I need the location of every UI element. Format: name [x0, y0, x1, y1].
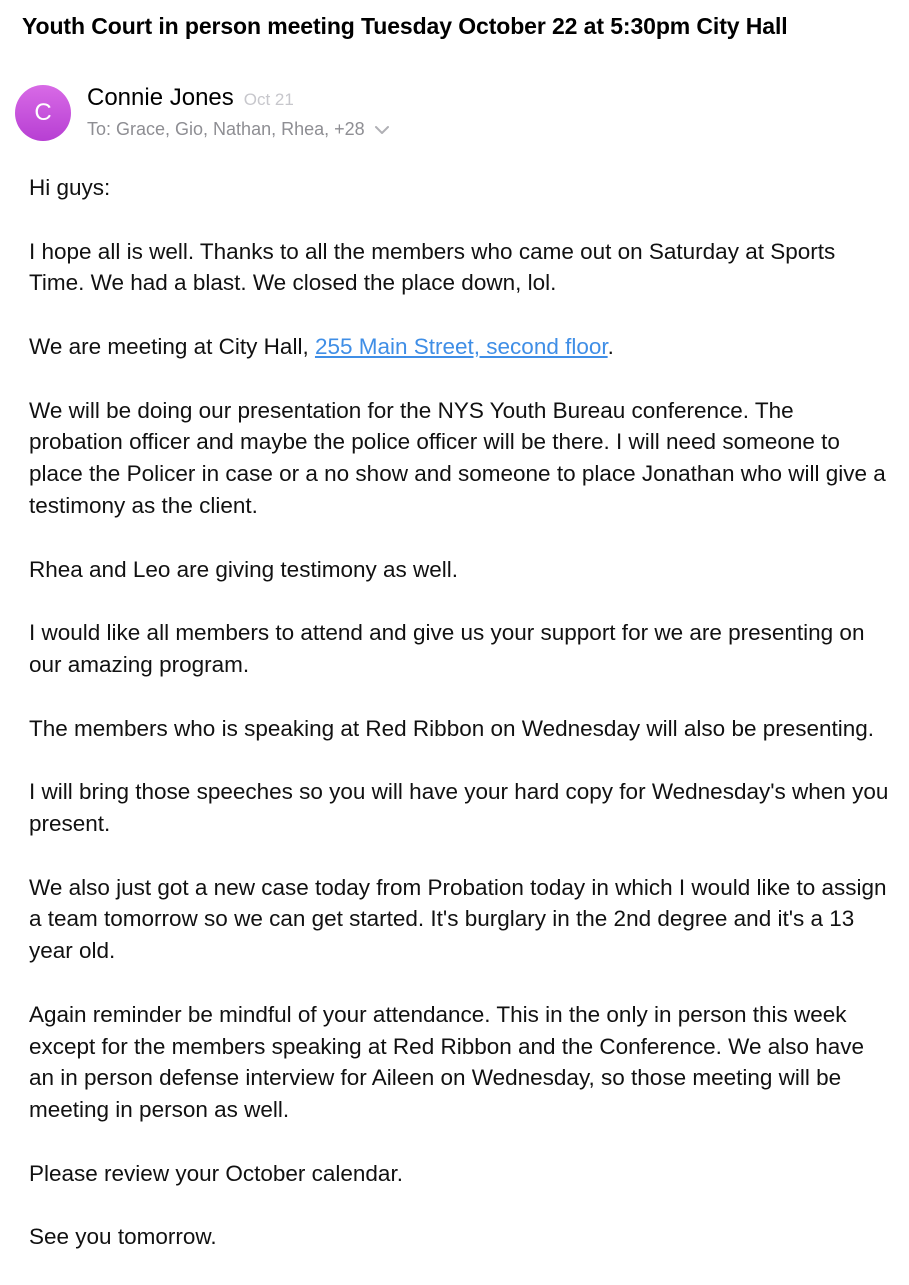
body-paragraph: We will be doing our presentation for the NYS Youth Bureau conference. The probation officer and maybe the police officer will be there. I will need someone to place the Policer in case or a no show and someone to place Jonathan who will give a testimony as the client.	[29, 397, 886, 518]
address-link[interactable]: 255 Main Street, second floor	[314, 333, 608, 359]
recipients-list: To: Grace, Gio, Nathan, Rhea, +28	[87, 119, 365, 139]
body-paragraph: Rhea and Leo are giving testimony as well.	[29, 556, 458, 582]
address-suffix: .	[607, 333, 614, 359]
email-body	[29, 172, 889, 1285]
avatar-initial: C	[34, 99, 52, 126]
sent-date: Oct 21	[243, 90, 294, 109]
sender-name[interactable]: Connie Jones	[87, 84, 234, 111]
body-paragraph: Again reminder be mindful of your attendance. This in the only in person this week except for the members speaking at Red Ribbon and the Conference. We also have an in person defense interview for Aileen on Wednesday, so those meeting will be meeting in person as well.	[29, 1001, 865, 1123]
body-paragraph: I will bring those speeches so you will have your hard copy for Wednesday's when you present.	[29, 779, 889, 836]
body-paragraph: We also just got a new case today from Probation today in which I would like to assign a team tomorrow so we can get started. It's burglary in the 2nd degree and it's a 13 year old.	[29, 874, 887, 964]
sender-row	[87, 84, 294, 112]
body-paragraph: The members who is speaking at Red Ribbon on Wednesday will also be presenting.	[29, 715, 875, 741]
avatar[interactable]	[15, 85, 71, 141]
greeting: Hi guys:	[29, 175, 111, 200]
body-paragraph: I would like all members to attend and give us your support for we are presenting on our amazing program.	[29, 620, 865, 677]
body-paragraph: Please review your October calendar.	[29, 1160, 403, 1186]
email-subject: Youth Court in person meeting Tuesday October 22 at 5:30pm City Hall	[22, 13, 788, 39]
address-prefix: We are meeting at City Hall,	[29, 333, 315, 359]
recipients-row[interactable]	[87, 119, 391, 140]
sign-off: See you tomorrow.	[29, 1224, 217, 1250]
body-paragraph-address	[29, 331, 889, 363]
chevron-down-icon[interactable]	[373, 121, 391, 139]
body-paragraph: I hope all is well. Thanks to all the members who came out on Saturday at Sports Time. We had a blast. We closed the place down, lol.	[29, 238, 836, 296]
